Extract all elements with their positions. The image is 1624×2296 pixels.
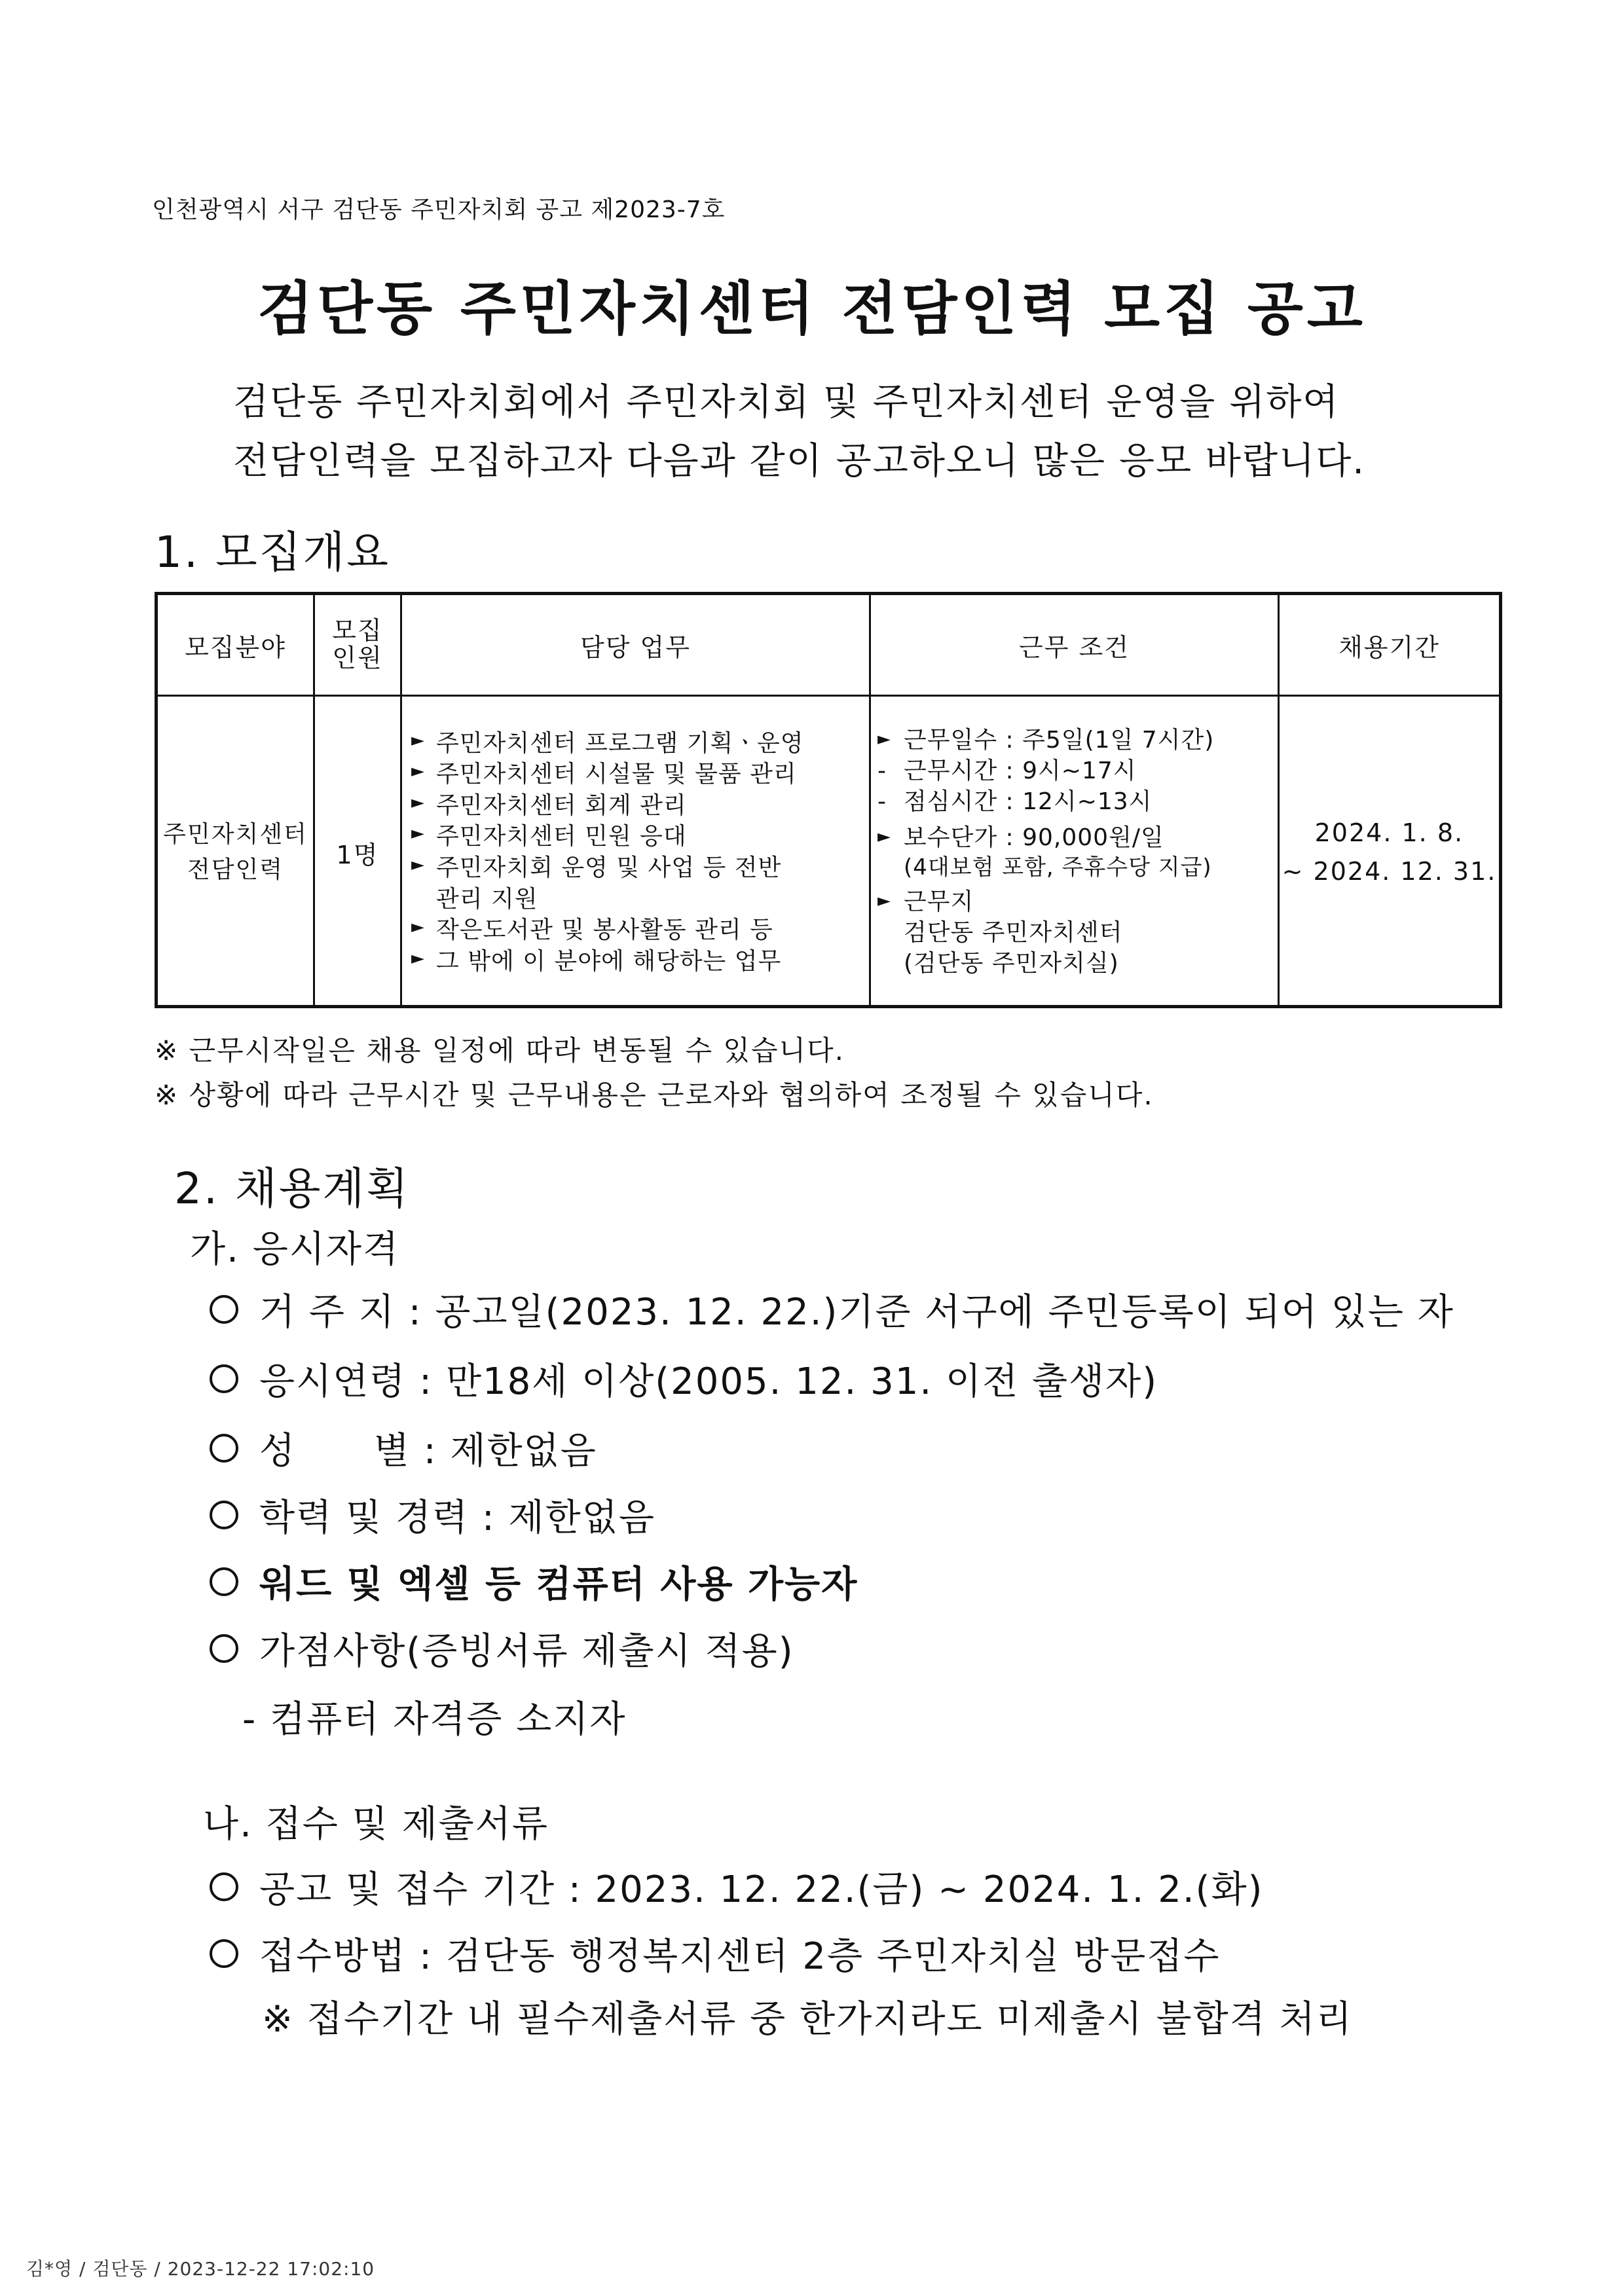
cell-period [1280, 697, 1499, 1008]
section2-heading: 2. 채용계획 [174, 1163, 410, 1214]
application-period [210, 1861, 1263, 1913]
dash-icon [877, 787, 904, 818]
duty-item: ► 주민자치센터 민원 응대 [410, 821, 804, 852]
cell-count: 1명 [336, 840, 379, 869]
qualification-text: 거 주 지 : 공고일(2023. 12. 22.)기준 서구에 주민등록이 되어 있는 자 [259, 1291, 1454, 1334]
duty-item: ► 주민자치센터 시설물 및 물품 관리 [410, 759, 804, 790]
duty-item: ► 주민자치센터 회계 관리 [410, 790, 804, 822]
page-title: 검단동 주민자치센터 전담인력 모집 공고 [257, 275, 1367, 342]
duty-item-text: 주민자치회 운영 및 사업 등 전반 [436, 854, 782, 881]
application-text: 공고 및 접수 기간 : 2023. 12. 22.(금) ~ 2024. 1. 2.(화) [259, 1868, 1264, 1911]
field-line2: 전담인력 [187, 856, 284, 883]
circle-bullet-icon [210, 1567, 238, 1596]
application-text: 접수방법 : 검단동 행정복지센터 2층 주민자치실 방문접수 [259, 1935, 1221, 1978]
condition-location-label: 근무지 [904, 888, 974, 916]
condition-location-line2: (검단동 주민자치실) [904, 950, 1119, 977]
intro-line-2: 전담인력을 모집하고자 다음과 같이 공고하오니 많은 응모 바랍니다. [233, 440, 1366, 483]
duty-item: ► 그 밖에 이 분야에 해당하는 업무 [410, 946, 804, 977]
field-line1: 주민자치센터 [163, 821, 308, 848]
condition-work-hours: 근무시간 : 9시~17시 [904, 757, 1137, 784]
circle-bullet-icon [210, 1939, 238, 1968]
dash-icon [877, 756, 904, 787]
section1-heading: 1. 모집개요 [155, 527, 390, 577]
pointer-icon [877, 725, 904, 751]
note-start-date: ※ 근무시작일은 채용 일정에 따라 변동될 수 있습니다. [155, 1034, 845, 1066]
qualification-age [210, 1353, 1158, 1405]
notice-number: 인천광역시 서구 검단동 주민자치회 공고 제2023-7호 [152, 196, 726, 223]
circle-bullet-icon [210, 1434, 238, 1463]
qualification-residence [210, 1283, 1454, 1336]
duty-item: ► 작은도서관 및 봉사활동 관리 등 [410, 915, 804, 946]
application-note: ※ 접수기간 내 필수제출서류 중 한가지라도 미제출시 불합격 처리 [262, 1998, 1353, 2041]
circle-bullet-icon [210, 1364, 238, 1393]
note-adjustment: ※ 상황에 따라 근무시간 및 근무내용은 근로자와 협의하여 조정될 수 있습니다. [155, 1079, 1154, 1111]
qualification-bonus [210, 1622, 794, 1675]
circle-bullet-icon [210, 1872, 238, 1901]
qualification-text: 워드 및 엑셀 등 컴퓨터 사용 가능자 [259, 1563, 858, 1606]
header-count-line1: 모집 [332, 616, 383, 646]
qualification-text: 성 별 : 제한없음 [259, 1430, 597, 1472]
header-duties: 담당 업무 [580, 632, 691, 662]
cell-field [158, 697, 313, 1008]
condition-pay-note: (4대보험 포함, 주휴수당 지급) [904, 854, 1212, 881]
sub-a-heading: 가. 응시자격 [190, 1228, 400, 1271]
circle-bullet-icon [210, 1501, 238, 1529]
header-count-line2: 인원 [332, 644, 383, 672]
cell-duties [402, 697, 869, 1008]
recruitment-table [155, 592, 1502, 1008]
header-period: 채용기간 [1338, 632, 1440, 662]
application-method [210, 1927, 1221, 1980]
period-start: 2024. 1. 8. [1314, 818, 1464, 848]
header-count [315, 595, 400, 695]
duty-item [410, 852, 804, 915]
qualification-text: 가점사항(증빙서류 제출시 적용) [259, 1630, 794, 1673]
header-conditions: 근무 조건 [1019, 632, 1130, 662]
period-end: ~ 2024. 12. 31. [1282, 857, 1497, 886]
condition-work-days: 근무일수 : 주5일(1일 7시간) [904, 727, 1215, 754]
condition-lunch-hours: 점심시간 : 12시~13시 [904, 788, 1153, 815]
qualification-computer [210, 1556, 858, 1608]
conditions-list [877, 725, 1214, 979]
qualification-text: 응시연령 : 만18세 이상(2005. 12. 31. 이전 출생자) [259, 1360, 1158, 1403]
circle-bullet-icon [210, 1634, 238, 1663]
print-footer: 김*영 / 검단동 / 2023-12-22 17:02:10 [26, 2258, 375, 2280]
condition-pay: 보수단가 : 90,000원/일 [904, 824, 1164, 851]
sub-b-heading: 나. 접수 및 제출서류 [203, 1803, 549, 1846]
duty-item: ► 주민자치센터 프로그램 기획ㆍ운영 [410, 728, 804, 759]
header-field: 모집분야 [185, 632, 286, 662]
qualification-text: 학력 및 경력 : 제한없음 [259, 1497, 655, 1539]
pointer-icon [877, 887, 904, 913]
duty-item-continuation: 관리 지원 [436, 885, 538, 913]
pointer-icon [877, 823, 904, 848]
qualification-education [210, 1489, 655, 1541]
qualification-bonus-detail: - 컴퓨터 자격증 소지자 [242, 1698, 627, 1741]
cell-conditions [871, 697, 1278, 1008]
circle-bullet-icon [210, 1295, 238, 1324]
duties-list [410, 728, 804, 977]
qualification-gender [210, 1422, 597, 1474]
intro-line-1: 검단동 주민자치회에서 주민자치회 및 주민자치센터 운영을 위하여 [233, 381, 1340, 424]
condition-location-line1: 검단동 주민자치센터 [904, 919, 1123, 947]
